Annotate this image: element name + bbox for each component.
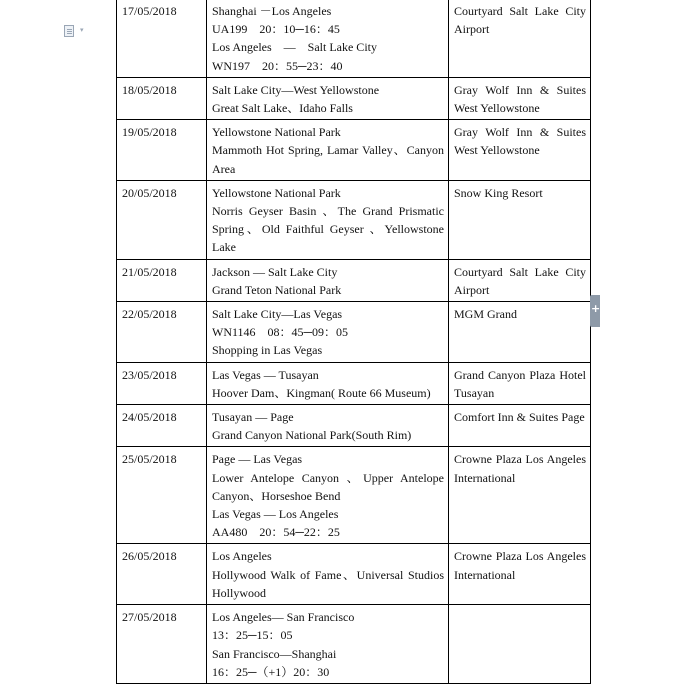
hotel-name: Snow King Resort — [454, 185, 543, 200]
hotel-name: Courtyard Salt Lake City Airport — [454, 264, 586, 297]
hotel-cell — [449, 544, 591, 605]
table-row — [117, 405, 591, 447]
hotel-name: MGM Grand — [454, 307, 517, 322]
route-line: Grand Teton National Park — [212, 282, 342, 297]
plus-icon: + — [591, 302, 601, 315]
hotel-cell — [449, 302, 591, 363]
date-cell: 26/05/2018 — [117, 544, 207, 605]
route-line: Lower Antelope Canyon 、Upper Antelope Canyon、Horseshoe Bend — [212, 470, 444, 503]
date-cell: 23/05/2018 — [117, 362, 207, 404]
route-cell — [207, 180, 449, 259]
side-tab[interactable] — [590, 295, 600, 327]
route-cell — [207, 77, 449, 119]
route-cell — [207, 447, 449, 544]
route-line: Mammoth Hot Spring, Lamar Valley、Canyon Area — [212, 143, 444, 176]
date-cell: 24/05/2018 — [117, 405, 207, 447]
document-icon[interactable] — [64, 25, 74, 37]
route-line: AA480 20：54─22：25 — [212, 525, 340, 540]
table-row — [117, 302, 591, 363]
route-cell — [207, 405, 449, 447]
itinerary-table — [116, 0, 591, 684]
hotel-cell — [449, 180, 591, 259]
table-row — [117, 180, 591, 259]
route-line: Los Angeles — [212, 549, 272, 564]
route-cell — [207, 302, 449, 363]
table-row — [117, 544, 591, 605]
route-line: Salt Lake City—Las Vegas — [212, 307, 343, 322]
route-line: Los Angeles— San Francisco — [212, 610, 355, 625]
date-cell: 19/05/2018 — [117, 120, 207, 181]
route-line: Yellowstone National Park — [212, 185, 341, 200]
date-cell: 22/05/2018 — [117, 302, 207, 363]
date-cell: 25/05/2018 — [117, 447, 207, 544]
route-cell — [207, 0, 449, 77]
route-cell — [207, 120, 449, 181]
table-row — [117, 259, 591, 301]
itinerary-body — [117, 0, 591, 683]
route-line: 16：25─（+1）20：30 — [212, 664, 330, 679]
date-cell: 18/05/2018 — [117, 77, 207, 119]
hotel-cell — [449, 605, 591, 684]
route-line: Salt Lake City—West Yellowstone — [212, 82, 380, 97]
route-line: Los Angeles — Salt Lake City — [212, 40, 377, 55]
table-row — [117, 0, 591, 77]
chevron-down-icon[interactable]: ▾ — [80, 26, 84, 34]
route-cell — [207, 259, 449, 301]
route-line: Shanghai －Los Angeles — [212, 4, 332, 18]
hotel-name: Gray Wolf Inn & Suites West Yellowstone — [454, 82, 586, 116]
route-line: WN1146 08：45─09：05 — [212, 325, 349, 340]
hotel-cell — [449, 447, 591, 544]
hotel-cell — [449, 259, 591, 301]
route-line: San Francisco—Shanghai — [212, 646, 337, 661]
route-line: Las Vegas — Los Angeles — [212, 507, 339, 522]
route-cell — [207, 544, 449, 605]
table-row — [117, 362, 591, 404]
hotel-cell — [449, 405, 591, 447]
date-cell: 27/05/2018 — [117, 605, 207, 684]
route-line: UA199 20：10─16：45 — [212, 22, 340, 37]
hotel-cell — [449, 362, 591, 404]
route-line: Grand Canyon National Park(South Rim) — [212, 428, 412, 443]
route-line: Shopping in Las Vegas — [212, 343, 323, 358]
date-cell: 17/05/2018 — [117, 0, 207, 77]
route-line: Page — Las Vegas — [212, 452, 303, 467]
route-line: WN197 20：55─23：40 — [212, 58, 343, 73]
table-row — [117, 77, 591, 119]
hotel-name: Courtyard Salt Lake City Airport — [454, 4, 586, 37]
route-line: Norris Geyser Basin 、The Grand Prismatic Spring、Old Faithful Geyser 、Yellowstone Lake — [212, 204, 444, 255]
route-line: 13：25─15：05 — [212, 628, 293, 643]
hotel-cell — [449, 120, 591, 181]
table-row — [117, 605, 591, 684]
hotel-name: Comfort Inn & Suites Page — [454, 410, 585, 425]
route-line: Yellowstone National Park — [212, 125, 341, 140]
route-line: Hoover Dam、Kingman( Route 66 Museum) — [212, 385, 431, 400]
date-cell: 21/05/2018 — [117, 259, 207, 301]
route-line: Tusayan — Page — [212, 410, 294, 425]
hotel-name: Crowne Plaza Los Angeles International — [454, 452, 586, 485]
route-cell — [207, 362, 449, 404]
hotel-cell — [449, 0, 591, 77]
route-line: Jackson — Salt Lake City — [212, 264, 338, 279]
table-row — [117, 447, 591, 544]
hotel-cell — [449, 77, 591, 119]
hotel-name: Gray Wolf Inn & Suites West Yellowstone — [454, 125, 586, 158]
route-cell — [207, 605, 449, 684]
table-row — [117, 120, 591, 181]
hotel-name: Crowne Plaza Los Angeles International — [454, 549, 586, 582]
route-line: Las Vegas — Tusayan — [212, 367, 319, 382]
hotel-name: Grand Canyon Plaza Hotel Tusayan — [454, 367, 586, 400]
route-line: Hollywood Walk of Fame、Universal Studios Hollywood — [212, 567, 444, 600]
route-line: Great Salt Lake、Idaho Falls — [212, 101, 353, 116]
date-cell: 20/05/2018 — [117, 180, 207, 259]
